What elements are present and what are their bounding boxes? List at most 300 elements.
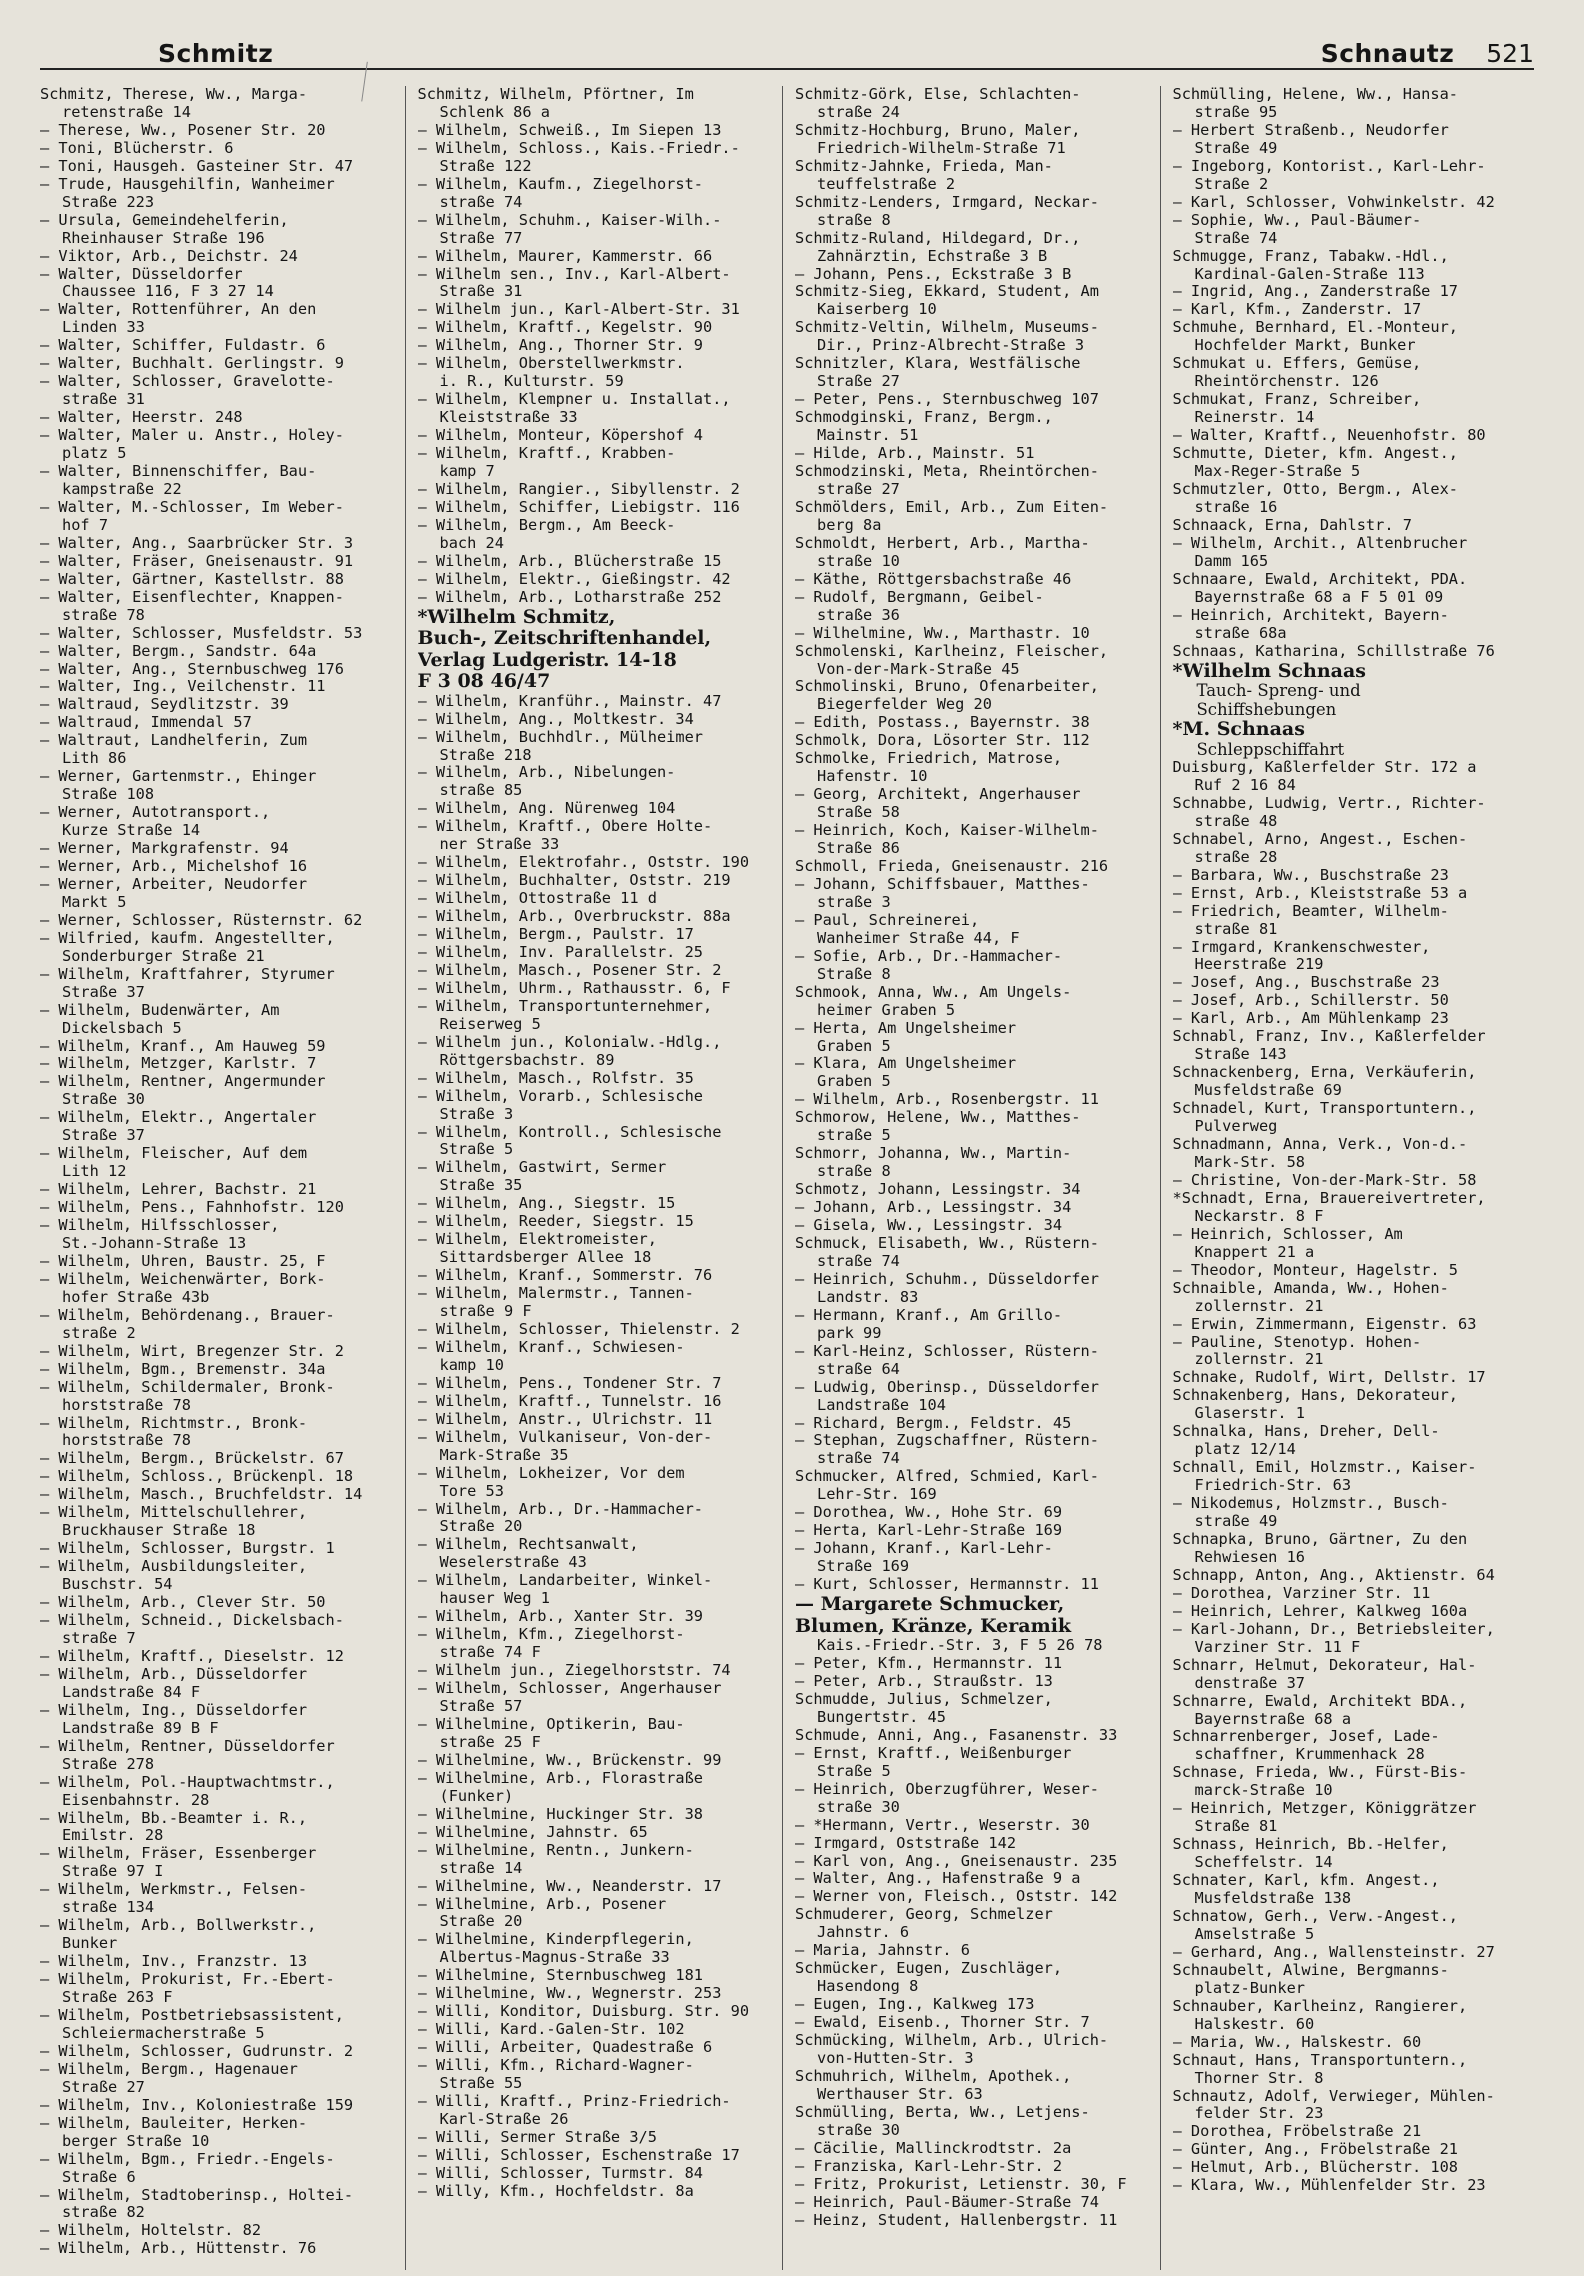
entry-line: Straße 169 xyxy=(817,1558,910,1576)
entry-line: — Ewald, Eisenb., Thorner Str. 7 xyxy=(795,2014,1090,2032)
entry-line: — Walter, Binnenschiffer, Bau- xyxy=(40,463,317,481)
entry-line: — Wilhelmine, Ww., Marthastr. 10 xyxy=(795,624,1090,642)
entry-line: Schnake, Rudolf, Wirt, Dellstr. 17 xyxy=(1172,1369,1486,1387)
entry-line: — Klara, Am Ungelsheimer xyxy=(795,1055,1017,1073)
entry-line: Straße 108 xyxy=(62,786,155,804)
entry-line: Schnakenberg, Hans, Dekorateur, xyxy=(1172,1387,1458,1405)
entry-line: — Heinrich, Metzger, Königgrätzer xyxy=(1172,1800,1477,1818)
entry-line: straße 25 F xyxy=(439,1733,541,1751)
entry-line: Schmuck, Elisabeth, Ww., Rüstern- xyxy=(795,1235,1099,1252)
entry-line: — Walter, Bergm., Sandstr. 64a xyxy=(40,642,317,660)
entry-line: Kardinal-Galen-Straße 113 xyxy=(1194,265,1425,283)
entry-line: Jahnstr. 6 xyxy=(817,1924,910,1942)
column-3 xyxy=(795,86,1161,2270)
entry-line: — Wilhelm, Kranf., Sommerstr. 76 xyxy=(417,1267,713,1285)
entry-line: — Wilhelm, Arb., Hüttenstr. 76 xyxy=(40,2240,317,2258)
entry-line: — Wilhelm, Elektr., Gießingstr. 42 xyxy=(417,570,731,588)
entry-line: Straße 20 xyxy=(439,1913,523,1931)
entry-line: — Werner von, Fleisch., Oststr. 142 xyxy=(795,1888,1118,1906)
entry-line: horststraße 78 xyxy=(62,1432,191,1450)
entry-line: Straße 58 xyxy=(817,804,900,822)
entry-line: — Walter, Maler u. Anstr., Holey- xyxy=(40,427,344,445)
entry-line: — Heinrich, Architekt, Bayern- xyxy=(1172,606,1449,624)
entry-line: — Wilhelmine, Rentn., Junkern- xyxy=(417,1841,694,1859)
entry-line: Schnarr, Helmut, Dekorateur, Hal- xyxy=(1172,1656,1477,1674)
entry-line: — Wilhelm, Ang., Moltkestr. 34 xyxy=(417,710,694,728)
entry-line: Schnarre, Ewald, Architekt BDA., xyxy=(1172,1692,1468,1710)
entry-line: — Heinrich, Schlosser, Am xyxy=(1172,1225,1403,1243)
entry-line: denstraße 37 xyxy=(1194,1674,1306,1692)
entry-line: — Wilhelm, Masch., Posener Str. 2 xyxy=(417,961,722,979)
entry-line: — Wilhelm, Schloss., Brückenpl. 18 xyxy=(40,1468,354,1486)
entry-line: Lith 86 xyxy=(62,750,127,768)
entry-line: Straße 55 xyxy=(439,2075,523,2093)
entry-line: Schnautz, Adolf, Verwieger, Mühlen- xyxy=(1172,2087,1495,2105)
entry-line: — Kurt, Schlosser, Hermannstr. 11 xyxy=(795,1576,1099,1594)
entry-line: *Wilhelm Schmitz, xyxy=(417,606,616,628)
entry-line: — Walter, Fräser, Gneisenaustr. 91 xyxy=(40,552,354,570)
entry-line: Schmorow, Helene, Ww., Matthes- xyxy=(795,1109,1081,1127)
entry-line: Straße 223 xyxy=(62,193,155,211)
entry-line: *Schnadt, Erna, Brauereivertreter, xyxy=(1172,1189,1486,1207)
entry-line: — Wilhelm, Schiffer, Liebigstr. 116 xyxy=(417,498,740,516)
entry-line: — Wilhelm, Ang., Thorner Str. 9 xyxy=(417,337,703,355)
entry-line: Schmölders, Emil, Arb., Zum Eiten- xyxy=(795,498,1109,516)
entry-line: Straße 3 xyxy=(439,1105,514,1123)
entry-line: Bayernstraße 68 a F 5 01 09 xyxy=(1194,588,1444,606)
entry-line: straße 74 xyxy=(817,1252,900,1270)
entry-line: — Wilhelm, Kraftfahrer, Styrumer xyxy=(40,965,335,983)
entry-line: i. R., Kulturstr. 59 xyxy=(439,373,624,391)
entry-line: — Wilhelm, Uhren, Baustr. 25, F xyxy=(40,1252,326,1270)
entry-line: — Georg, Architekt, Angerhauser xyxy=(795,786,1081,804)
entry-line: — Ingeborg, Kontorist., Karl-Lehr- xyxy=(1172,157,1486,175)
entry-line: Schmitz-Ruland, Hildegard, Dr., xyxy=(795,229,1081,247)
entry-line: — Wilhelm, Arb., Dr.-Hammacher- xyxy=(417,1500,703,1518)
entry-line: — Theodor, Monteur, Hagelstr. 5 xyxy=(1172,1261,1458,1279)
entry-line: Schmudde, Julius, Schmelzer, xyxy=(795,1690,1053,1708)
entry-line: — Walter, Schiffer, Fuldastr. 6 xyxy=(40,337,326,355)
entry-line: Schmook, Anna, Ww., Am Ungels- xyxy=(795,983,1072,1001)
entry-line: Reiserweg 5 xyxy=(439,1015,541,1033)
column-4 xyxy=(1173,86,1539,2270)
entry-line: — Willi, Schlosser, Turmstr. 84 xyxy=(417,2164,703,2182)
entry-line: — Wilhelm, Vorarb., Schlesische xyxy=(417,1087,703,1105)
entry-line: — Wilhelm, Arb., Blücherstraße 15 xyxy=(417,552,722,570)
entry-line: — Willi, Schlosser, Eschenstraße 17 xyxy=(417,2146,740,2164)
entry-line: Bruckhauser Straße 18 xyxy=(62,1522,256,1540)
entry-line: — Werner, Gartenmstr., Ehinger xyxy=(40,768,317,786)
entry-line: platz 12/14 xyxy=(1194,1441,1296,1459)
entry-line: — Heinrich, Koch, Kaiser-Wilhelm- xyxy=(795,822,1099,840)
entry-line: — Wilhelm, Schloss., Kais.-Friedr.- xyxy=(417,139,740,157)
entry-line: — Wilhelm, Wirt, Bregenzer Str. 2 xyxy=(40,1342,344,1360)
entry-line: — Wilhelm, Pens., Fahnhofstr. 120 xyxy=(40,1199,344,1217)
entry-line: — Wilhelmine, Jahnstr. 65 xyxy=(417,1823,648,1841)
entry-line: — Wilhelm, Bgm., Bremenstr. 34a xyxy=(40,1360,326,1378)
entry-line: — Herta, Karl-Lehr-Straße 169 xyxy=(795,1522,1063,1540)
entry-line: Kais.-Friedr.-Str. 3, F 5 26 78 xyxy=(817,1637,1103,1655)
entry-line: — Wilhelm, Kranf., Am Hauweg 59 xyxy=(40,1037,326,1055)
entry-line: Mark-Str. 58 xyxy=(1194,1153,1306,1171)
entry-line: straße 30 xyxy=(817,1798,900,1816)
entry-line: Verlag Ludgeristr. 14-18 xyxy=(417,649,677,671)
page-number: 521 xyxy=(1486,39,1534,68)
entry-line: Schnaut, Hans, Transportuntern., xyxy=(1172,2051,1468,2069)
entry-line: — Karl-Heinz, Schlosser, Rüstern- xyxy=(795,1342,1099,1360)
entry-line: — Wilhelm, Fräser, Essenberger xyxy=(40,1845,317,1863)
entry-line: — Wilhelm jun., Kolonialw.-Hdlg., xyxy=(417,1033,722,1051)
entry-line: Thorner Str. 8 xyxy=(1194,2069,1324,2087)
entry-line: Schnaack, Erna, Dahlstr. 7 xyxy=(1172,516,1412,534)
entry-line: — Walter, Ing., Veilchenstr. 11 xyxy=(40,678,326,696)
entry-line: — Walter, Heerstr. 248 xyxy=(40,409,243,427)
entry-line: Schmucker, Alfred, Schmied, Karl- xyxy=(795,1468,1099,1486)
entry-line: — Wilhelm, Ang. Nürenweg 104 xyxy=(417,800,676,818)
entry-line: Graben 5 xyxy=(817,1037,891,1055)
entry-line: Hochfelder Markt, Bunker xyxy=(1194,337,1416,355)
entry-line: — Wilhelm, Werkmstr., Felsen- xyxy=(40,1881,308,1899)
entry-line: — Wilhelm, Ing., Düsseldorfer xyxy=(40,1701,308,1719)
entry-line: Straße 74 xyxy=(1194,229,1278,247)
entry-line: — Wilhelm, Buchhdlr., Mülheimer xyxy=(417,728,703,746)
entry-line: straße 30 xyxy=(817,2121,900,2139)
entry-line: — Cäcilie, Mallinckrodtstr. 2a xyxy=(795,2139,1072,2157)
entry-line: — Herbert Straßenb., Neudorfer xyxy=(1172,121,1449,139)
entry-line: — Werner, Autotransport., xyxy=(40,804,271,822)
entry-line: — Wilhelm, Bergm., Brückelstr. 67 xyxy=(40,1450,344,1468)
entry-line: — Wilhelm, Kraftf., Dieselstr. 12 xyxy=(40,1647,344,1665)
entry-line: — Wilhelm, Kraftf., Kegelstr. 90 xyxy=(417,319,713,337)
entry-line: — Wilhelmine, Arb., Florastraße xyxy=(417,1769,703,1787)
entry-line: Mark-Straße 35 xyxy=(439,1446,569,1464)
entry-line: platz-Bunker xyxy=(1194,1979,1306,1997)
entry-line: — Wilhelm, Mittelschullehrer, xyxy=(40,1504,308,1522)
entry-line: straße 16 xyxy=(1194,498,1278,516)
entry-line: — Wilhelm, Rangier., Sibyllenstr. 2 xyxy=(417,480,740,498)
entry-line: Straße 31 xyxy=(439,283,523,301)
entry-line: — Wilhelm, Schneid., Dickelsbach- xyxy=(40,1612,344,1630)
entry-line: Schnaare, Ewald, Architekt, PDA. xyxy=(1172,570,1468,588)
entry-line: zollernstr. 21 xyxy=(1194,1351,1324,1369)
entry-line: — Werner, Arbeiter, Neudorfer xyxy=(40,875,308,893)
entry-line: — Wilhelm sen., Inv., Karl-Albert- xyxy=(417,265,731,283)
entry-line: — Waltraut, Landhelferin, Zum xyxy=(40,732,308,750)
entry-line: Hafenstr. 10 xyxy=(817,768,928,786)
entry-line: Kleiststraße 33 xyxy=(439,409,578,427)
entry-line: — Nikodemus, Holzmstr., Busch- xyxy=(1172,1495,1449,1513)
entry-line: — Toni, Hausgeh. Gasteiner Str. 47 xyxy=(40,157,354,175)
entry-line: Rheintörchenstr. 126 xyxy=(1194,373,1379,391)
entry-line: Schmodzinski, Meta, Rheintörchen- xyxy=(795,463,1099,481)
entry-line: — Werner, Arb., Michelshof 16 xyxy=(40,857,308,875)
entry-line: — Wilhelm, Ottostraße 11 d xyxy=(417,890,657,908)
entry-line: — Josef, Arb., Schillerstr. 50 xyxy=(1172,992,1449,1010)
entry-line: — Walter, Schlosser, Gravelotte- xyxy=(40,373,335,391)
entry-line: Amselstraße 5 xyxy=(1194,1925,1315,1943)
entry-line: — Dorothea, Ww., Hohe Str. 69 xyxy=(795,1504,1063,1522)
entry-line: — Wilhelm, Pol.-Hauptwachtmstr., xyxy=(40,1773,335,1791)
entry-line: Schmutzler, Otto, Bergm., Alex- xyxy=(1172,480,1458,498)
entry-line: Schmorr, Johanna, Ww., Martin- xyxy=(795,1145,1072,1163)
entry-line: — Wilhelm, Archit., Altenbrucher xyxy=(1172,534,1468,552)
entry-line: — Walter, Schlosser, Musfeldstr. 53 xyxy=(40,624,363,642)
entry-line: Schnase, Frieda, Ww., Fürst-Bis- xyxy=(1172,1764,1468,1782)
entry-line: — Wilhelm, Kraftf., Tunnelstr. 16 xyxy=(417,1392,722,1410)
entry-line: straße 82 xyxy=(62,2204,145,2222)
entry-line: — Willi, Konditor, Duisburg. Str. 90 xyxy=(417,2003,750,2021)
entry-line: Schnitzler, Klara, Westfälische xyxy=(795,355,1081,373)
entry-line: — Heinz, Student, Hallenbergstr. 11 xyxy=(795,2211,1118,2229)
entry-line: — Wilhelm, Hilfsschlosser, xyxy=(40,1217,280,1235)
entry-line: — Wilhelm, Buchhalter, Oststr. 219 xyxy=(417,872,731,890)
entry-line: — Wilhelm, Transportunternehmer, xyxy=(417,997,713,1015)
entry-line: Schmitz-Jahnke, Frieda, Man- xyxy=(795,157,1053,175)
entry-line: — Wilhelm, Bergm., Hagenauer xyxy=(40,2060,298,2078)
entry-line: — Eugen, Ing., Kalkweg 173 xyxy=(795,1996,1035,2014)
entry-line: — Walter, Buchhalt. Gerlingstr. 9 xyxy=(40,355,344,373)
entry-line: Straße 20 xyxy=(439,1518,523,1536)
entry-line: Landstr. 83 xyxy=(817,1288,919,1306)
entry-line: — Wilhelmine, Ww., Wegnerstr. 253 xyxy=(417,1985,722,2003)
entry-line: Sonderburger Straße 21 xyxy=(62,947,265,965)
entry-line: straße 7 xyxy=(62,1629,136,1647)
entry-line: Schmotz, Johann, Lessingstr. 34 xyxy=(795,1181,1081,1199)
entry-line: — Wilhelm, Lokheizer, Vor dem xyxy=(417,1464,685,1482)
entry-line: Halskestr. 60 xyxy=(1194,2015,1315,2033)
entry-line: Sittardsberger Allee 18 xyxy=(439,1249,652,1267)
entry-line: — Rudolf, Bergmann, Geibel- xyxy=(795,588,1044,606)
entry-line: Friedrich-Wilhelm-Straße 71 xyxy=(817,139,1066,157)
entry-line: — Wilhelm, Rentner, Düsseldorfer xyxy=(40,1737,335,1755)
entry-line: — Wilhelm, Anstr., Ulrichstr. 11 xyxy=(417,1410,713,1428)
entry-line: straße 2 xyxy=(62,1324,136,1342)
entry-line: — Richard, Bergm., Feldstr. 45 xyxy=(795,1414,1072,1432)
entry-line: Röttgersbachstr. 89 xyxy=(439,1051,615,1069)
entry-line: — Hilde, Arb., Mainstr. 51 xyxy=(795,445,1035,463)
entry-line: Rehwiesen 16 xyxy=(1194,1548,1306,1566)
entry-line: — Dorothea, Varziner Str. 11 xyxy=(1172,1584,1431,1602)
entry-line: Schleppschiffahrt xyxy=(1196,740,1345,759)
entry-line: Musfeldstraße 69 xyxy=(1194,1082,1342,1100)
entry-line: — Karl, Arb., Am Mühlenkamp 23 xyxy=(1172,1010,1449,1028)
entry-line: — Ludwig, Oberinsp., Düsseldorfer xyxy=(795,1378,1099,1396)
entry-line: Biegerfelder Weg 20 xyxy=(817,696,992,714)
entry-line: Schnatow, Gerh., Verw.-Angest., xyxy=(1172,1908,1458,1925)
entry-line: Damm 165 xyxy=(1194,552,1269,570)
entry-line: Schmugge, Franz, Tabakw.-Hdl., xyxy=(1172,247,1449,265)
entry-line: — Wilhelm, Inv., Koloniestraße 159 xyxy=(40,2096,354,2114)
entry-line: — Heinrich, Oberzugführer, Weser- xyxy=(795,1780,1099,1798)
entry-line: Hasendong 8 xyxy=(817,1978,919,1996)
entry-line: — Wilhelm, Schlosser, Gudrunstr. 2 xyxy=(40,2042,354,2060)
entry-line: straße 10 xyxy=(817,552,900,570)
entry-line: Chaussee 116, F 3 27 14 xyxy=(62,283,274,301)
entry-line: — Wilhelm, Kaufm., Ziegelhorst- xyxy=(417,175,703,193)
entry-line: Schmodginski, Franz, Bergm., xyxy=(795,409,1053,427)
entry-line: — Wilhelm, Bauleiter, Herken- xyxy=(40,2114,308,2132)
entry-line: kamp 7 xyxy=(439,463,495,481)
entry-line: Straße 81 xyxy=(1194,1818,1278,1836)
entry-line: platz 5 xyxy=(62,445,127,463)
entry-line: — Walter, Ang., Hafenstraße 9 a xyxy=(795,1870,1081,1888)
entry-line: — Hermann, Kranf., Am Grillo- xyxy=(795,1306,1063,1324)
entry-line: — Wilhelm, Masch., Rolfstr. 35 xyxy=(417,1069,694,1087)
entry-line: — Paul, Schreinerei, xyxy=(795,911,980,929)
entry-line: hof 7 xyxy=(62,516,109,534)
entry-line: — Therese, Ww., Posener Str. 20 xyxy=(40,121,326,139)
entry-line: Schmitz-Görk, Else, Schlachten- xyxy=(795,86,1081,103)
entry-line: Bayernstraße 68 a xyxy=(1194,1710,1352,1728)
entry-line: straße 74 xyxy=(439,193,523,211)
entry-line: *Wilhelm Schnaas xyxy=(1172,660,1366,682)
entry-line: — Wilhelm, Arb., Clever Str. 50 xyxy=(40,1594,326,1612)
entry-line: Emilstr. 28 xyxy=(62,1827,164,1845)
entry-line: Schmülling, Berta, Ww., Letjens- xyxy=(795,2103,1090,2121)
entry-line: — Wilhelm, Metzger, Karlstr. 7 xyxy=(40,1055,317,1073)
entry-line: — Christine, Von-der-Mark-Str. 58 xyxy=(1172,1171,1477,1189)
entry-line: — Johann, Pens., Eckstraße 3 B xyxy=(795,265,1072,283)
entry-line: Karl-Straße 26 xyxy=(439,2110,569,2128)
entry-line: straße 49 xyxy=(1194,1513,1278,1531)
entry-line: — Wilhelm, Fleischer, Auf dem xyxy=(40,1145,308,1163)
left-running-head: Schmitz xyxy=(158,39,274,68)
entry-line: — Wilhelm, Postbetriebsassistent, xyxy=(40,2006,344,2024)
entry-line: Straße 27 xyxy=(62,2078,145,2096)
entry-line: Schmolinski, Bruno, Ofenarbeiter, xyxy=(795,678,1099,696)
entry-line: Reinerstr. 14 xyxy=(1194,409,1315,427)
entry-line: — Werner, Markgrafenstr. 94 xyxy=(40,840,289,858)
entry-line: Schnabbe, Ludwig, Vertr., Richter- xyxy=(1172,794,1486,812)
entry-line: — Wilhelm, Bergm., Am Beeck- xyxy=(417,516,676,534)
entry-line: — Heinrich, Lehrer, Kalkweg 160a xyxy=(1172,1602,1468,1620)
entry-line: Straße 143 xyxy=(1194,1046,1287,1064)
entry-line: — Wilhelm, Budenwärter, Am xyxy=(40,1001,280,1019)
entry-line: — Viktor, Arb., Deichstr. 24 xyxy=(40,247,298,265)
entry-line: Scheffelstr. 14 xyxy=(1194,1854,1333,1872)
entry-line: — Stephan, Zugschaffner, Rüstern- xyxy=(795,1432,1099,1450)
entry-line: — Wilhelm, Ausbildungsleiter, xyxy=(40,1558,308,1576)
entry-line: — Wilhelm, Pens., Tondener Str. 7 xyxy=(417,1374,722,1392)
entry-line: straße 8 xyxy=(817,211,891,229)
entry-line: Buschstr. 54 xyxy=(62,1576,173,1594)
entry-line: berger Straße 10 xyxy=(62,2132,210,2150)
entry-line: Straße 30 xyxy=(62,1091,145,1109)
entry-line: — Fritz, Prokurist, Letienstr. 30, F xyxy=(795,2175,1127,2193)
entry-line: — Wilhelm, Behördenang., Brauer- xyxy=(40,1306,335,1324)
entry-line: — Wilhelm, Vulkaniseur, Von-der- xyxy=(417,1428,713,1446)
entry-line: straße 68a xyxy=(1194,624,1287,642)
entry-line: — Helmut, Arb., Blücherstr. 108 xyxy=(1172,2159,1458,2177)
entry-line: — Maria, Jahnstr. 6 xyxy=(795,1942,970,1960)
entry-line: hofer Straße 43b xyxy=(62,1288,210,1306)
entry-line: — Johann, Arb., Lessingstr. 34 xyxy=(795,1199,1072,1217)
entry-line: Schmoldt, Herbert, Arb., Martha- xyxy=(795,534,1090,552)
entry-line: — Josef, Ang., Buschstraße 23 xyxy=(1172,974,1440,992)
entry-line: Schnadmann, Anna, Verk., Von-d.- xyxy=(1172,1136,1468,1154)
entry-line: Schnater, Karl, kfm. Angest., xyxy=(1172,1872,1440,1890)
entry-line: — Peter, Kfm., Hermannstr. 11 xyxy=(795,1655,1063,1673)
right-running-head: Schnautz xyxy=(1320,39,1455,68)
entry-line: straße 14 xyxy=(439,1859,523,1877)
entry-line: straße 95 xyxy=(1194,103,1278,121)
entry-line: — Wilhelm, Schlosser, Burgstr. 1 xyxy=(40,1540,335,1558)
entry-line: retenstraße 14 xyxy=(62,103,191,121)
entry-line: — Walter, Düsseldorfer xyxy=(40,265,243,283)
column-1 xyxy=(40,86,406,2270)
entry-line: — Sophie, Ww., Paul-Bäumer- xyxy=(1172,211,1422,229)
entry-line: Schnaible, Amanda, Ww., Hohen- xyxy=(1172,1279,1449,1297)
entry-line: — Wilhelm, Schlosser, Thielenstr. 2 xyxy=(417,1321,740,1338)
entry-line: — Ernst, Arb., Kleiststraße 53 a xyxy=(1172,884,1468,902)
entry-line: — Dorothea, Fröbelstraße 21 xyxy=(1172,2123,1422,2141)
entry-line: — Toni, Blücherstr. 6 xyxy=(40,139,234,157)
entry-line: — Karl von, Ang., Gneisenaustr. 235 xyxy=(795,1852,1118,1870)
entry-line: — Klara, Ww., Mühlenfelder Str. 23 xyxy=(1172,2177,1486,2195)
entry-line: — Willi, Kraftf., Prinz-Friedrich- xyxy=(417,2092,731,2110)
entry-line: Schmuderer, Georg, Schmelzer xyxy=(795,1906,1053,1924)
entry-line: Schmücking, Wilhelm, Arb., Ulrich- xyxy=(795,2032,1109,2050)
entry-line: Straße 122 xyxy=(439,157,532,175)
entry-line: Straße 57 xyxy=(439,1698,523,1716)
column-2 xyxy=(418,86,784,2270)
entry-line: — Wilhelm, Bergm., Paulstr. 17 xyxy=(417,926,694,944)
entry-line: — Wilhelm, Ang., Siegstr. 15 xyxy=(417,1195,676,1213)
entry-line: — Wilhelm, Arb., Overbruckstr. 88a xyxy=(417,908,731,926)
entry-line: Straße 5 xyxy=(439,1141,514,1159)
entry-line: — Wilhelm, Arb., Bollwerkstr., xyxy=(40,1917,317,1935)
entry-line: — Wilhelm, Weichenwärter, Bork- xyxy=(40,1270,326,1288)
entry-line: — Wilhelm, Reeder, Siegstr. 15 xyxy=(417,1213,694,1231)
entry-line: Straße 263 F xyxy=(62,1989,173,2007)
entry-line: — Wilhelm, Inv., Franzstr. 13 xyxy=(40,1953,308,1971)
entry-line: Max-Reger-Straße 5 xyxy=(1194,463,1361,481)
entry-line: straße 3 xyxy=(817,893,891,911)
entry-line: ner Straße 33 xyxy=(439,836,560,854)
entry-line: Schnackenberg, Erna, Verkäuferin, xyxy=(1172,1064,1477,1082)
entry-line: Von-der-Mark-Straße 45 xyxy=(817,660,1020,678)
entry-line: straße 134 xyxy=(62,1899,155,1917)
entry-line: Schnabl, Franz, Inv., Kaßlerfelder xyxy=(1172,1028,1486,1046)
entry-line: — Walter, Rottenführer, An den xyxy=(40,301,317,319)
entry-line: bach 24 xyxy=(439,534,504,552)
entry-line: Schmukat, Franz, Schreiber, xyxy=(1172,391,1422,409)
entry-line: Blumen, Kränze, Keramik xyxy=(795,1615,1072,1637)
entry-line: Eisenbahnstr. 28 xyxy=(62,1791,210,1809)
entry-line: straße 31 xyxy=(62,391,145,409)
entry-line: Markt 5 xyxy=(62,893,127,911)
entry-line: Pulverweg xyxy=(1194,1118,1278,1136)
entry-line: Schnadel, Kurt, Transportuntern., xyxy=(1172,1100,1477,1118)
entry-line: — Wilhelm, Arb., Lotharstraße 252 xyxy=(417,588,722,606)
entry-line: Schmülling, Helene, Ww., Hansa- xyxy=(1172,86,1458,103)
entry-line: — Wilhelm, Rechtsanwalt, xyxy=(417,1536,639,1554)
entry-line: Straße 218 xyxy=(439,746,532,764)
entry-line: Schmoll, Frieda, Gneisenaustr. 216 xyxy=(795,857,1109,875)
entry-line: Bunker xyxy=(62,1935,118,1953)
entry-line: — Ernst, Kraftf., Weißenburger xyxy=(795,1744,1072,1762)
entry-line: Schnass, Heinrich, Bb.-Helfer, xyxy=(1172,1836,1449,1854)
entry-line: — Walter, M.-Schlosser, Im Weber- xyxy=(40,498,344,516)
entry-line: — Wilhelm, Kraftf., Obere Holte- xyxy=(417,818,713,836)
entry-line: Lehr-Str. 169 xyxy=(817,1486,937,1504)
entry-line: straße 48 xyxy=(1194,812,1278,830)
entry-line: Straße 97 I xyxy=(62,1863,164,1881)
entry-line: — Maria, Ww., Halskestr. 60 xyxy=(1172,2033,1422,2051)
entry-line: — Wilhelm jun., Karl-Albert-Str. 31 xyxy=(417,301,740,319)
entry-line: Werthauser Str. 63 xyxy=(817,2085,983,2103)
entry-line: — Wilhelm, Bgm., Friedr.-Engels- xyxy=(40,2150,335,2168)
